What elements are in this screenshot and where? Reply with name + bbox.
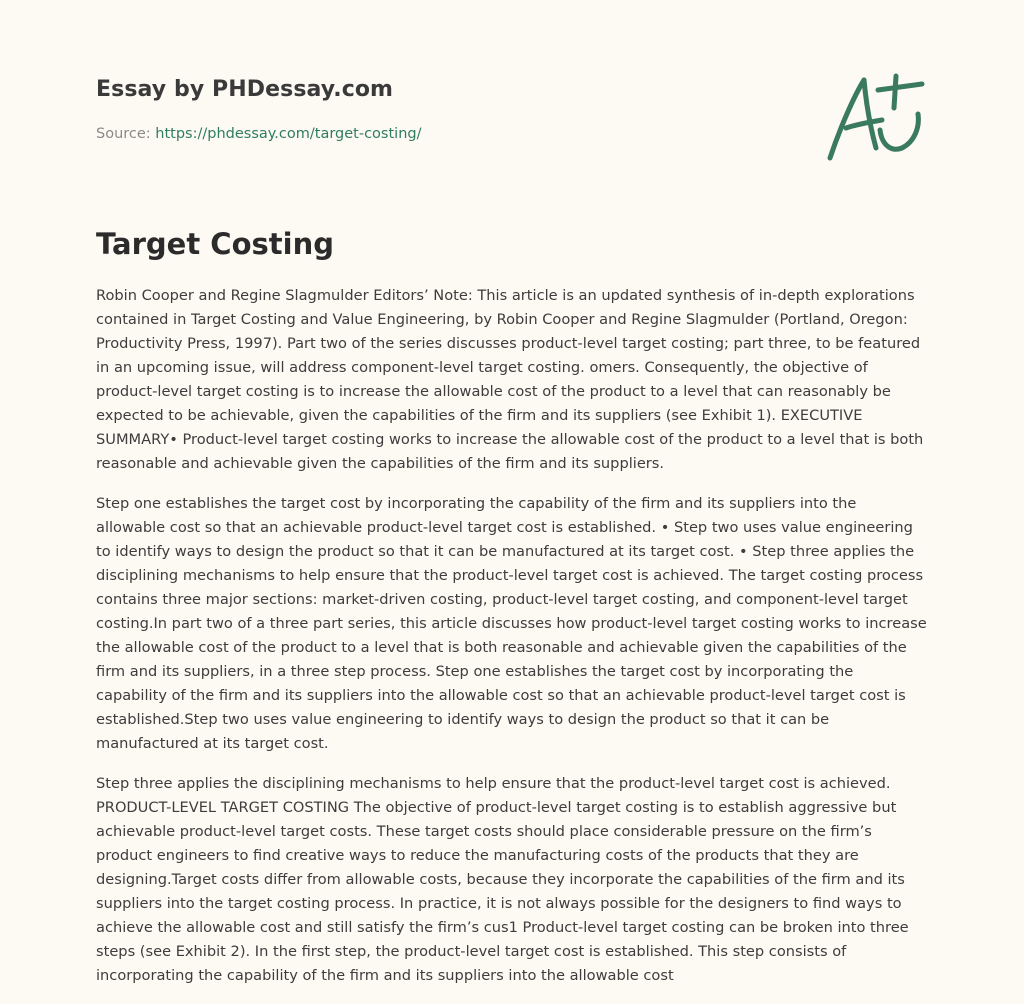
a-plus-grade-logo	[820, 68, 930, 168]
article-paragraph: Step one establishes the target cost by incorporating the capability of the firm and its suppliers into the allowable cost so that an achievable product-level target cost is established. • Step two uses value engineering to identify ways to design the product so that it can be manufactured at its target cost. • Step three applies the disciplining mechanisms to help ensure that the product-level target cost is achieved. The target costing process contains three major sections: market-driven costing, product-level target costing, and component-level target costing.In part two of a three part series, this article discusses how product-level target costing works to increase the allowable cost of the product to a level that is both reasonable and achievable given the capabilities of the firm and its suppliers, in a three step process. Step one establishes the target cost by incorporating the capability of the firm and its suppliers into the allowable cost so that an achievable product-level target cost is established.Step two uses value engineering to identify ways to design the product so that it can be manufactured at its target cost.	[96, 495, 927, 752]
article-paragraph: Robin Cooper and Regine Slagmulder Editors’ Note: This article is an updated synthesis of in-depth explorations contained in Target Costing and Value Engineering, by Robin Cooper and Regine Slagmulder (Portland, Oregon: Productivity Press, 1997). Part two of the series discusses product-level target costing; part three, to be featured in an upcoming issue, will address component-level target costing. omers. Consequently, the objective of product-level target costing is to increase the allowable cost of the product to a level that can reasonably be expected to be achievable, given the capabilities of the firm and its suppliers (see Exhibit 1). EXECUTIVE SUMMARY• Product-level target costing works to increase the allowable cost of the product to a level that is both reasonable and achievable given the capabilities of the firm and its suppliers.	[96, 287, 924, 472]
source-label: Source:	[96, 126, 156, 142]
article-title: Target Costing	[96, 227, 334, 261]
article-body	[96, 284, 928, 1004]
a-plus-icon	[820, 68, 930, 168]
source-link[interactable]: https://phdessay.com/target-costing/	[155, 126, 422, 142]
page-header	[96, 76, 928, 176]
article-paragraph: Step three applies the disciplining mechanisms to help ensure that the product-level target cost is achieved. PRODUCT-LEVEL TARGET COSTING The objective of product-level target costing is to establish aggressive but achievable product-level target costs. These target costs should place considerable pressure on the firm’s product engineers to find creative ways to reduce the manufacturing costs of the products that they are designing.Target costs differ from allowable costs, because they incorporate the capabilities of the firm and its suppliers into the target costing process. In practice, it is not always possible for the designers to find ways to achieve the allowable cost and still satisfy the firm’s cus1 Product-level target costing can be broken into three steps (see Exhibit 2). In the first step, the product-level target cost is established. This step consists of incorporating the capability of the firm and its suppliers into the allowable cost	[96, 775, 909, 984]
site-brand: Essay by PHDessay.com	[96, 77, 394, 102]
source-line	[96, 124, 421, 144]
